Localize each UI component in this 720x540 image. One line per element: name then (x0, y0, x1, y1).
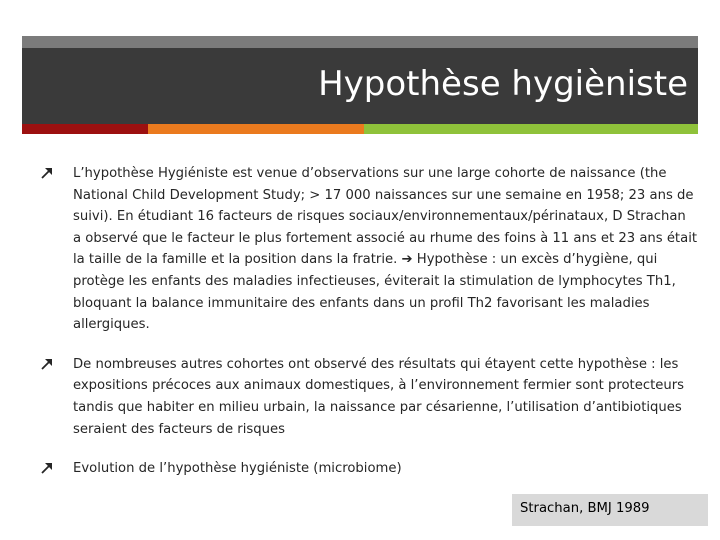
bullet-text: L’hypothèse Hygiéniste est venue d’observations sur une large cohorte de naissance (the National Child Development Study; > 17 000 naissances sur une semaine en 1958; 23 ans de suivi). En étudiant 16 facteurs de risques sociaux/environnementaux/périnataux, D Strachan a observé que le facteur le plus fortement associé au rhume des foins à 11 ans et 23 ans était la taille de la famille et la position dans la fratrie. (73, 166, 698, 268)
title-bar (22, 48, 698, 124)
accent-segment-green (364, 124, 698, 134)
arrow-up-right-icon (40, 461, 54, 475)
slide-title: Hypothèse hygièniste (318, 64, 688, 104)
bullet-text-continued: Hypothèse : un excès d’hygiène, qui protège les enfants des maladies infectieuses, éviterait la stimulation de lymphocytes Th1, bloquant la balance immunitaire des enfants dans un profil Th2 favorisant les maladies allergiques. (73, 252, 676, 333)
arrow-up-right-icon (40, 166, 54, 180)
top-strip (22, 36, 698, 48)
arrow-up-right-icon (40, 357, 54, 371)
accent-segment-orange (148, 124, 364, 134)
citation-text: Strachan, BMJ 1989 (520, 501, 650, 516)
bullet-item (40, 163, 698, 336)
accent-segment-red (22, 124, 148, 134)
bullet-text: Evolution de l’hypothèse hygiéniste (microbiome) (73, 461, 402, 477)
bullet-text: De nombreuses autres cohortes ont observé des résultats qui étayent cette hypothèse : les expositions précoces aux animaux domestiques, à l’environnement fermier sont protecteurs tandis que habiter en milieu urbain, la naissance par césarienne, l’utilisation d’antibiotiques seraient des facteurs de risques (73, 356, 685, 437)
right-arrow-icon: ➔ (401, 252, 413, 268)
citation-box (512, 494, 708, 526)
bullet-item (40, 354, 698, 440)
slide-content (40, 163, 698, 480)
accent-bar (22, 124, 698, 134)
bullet-item (40, 458, 698, 480)
